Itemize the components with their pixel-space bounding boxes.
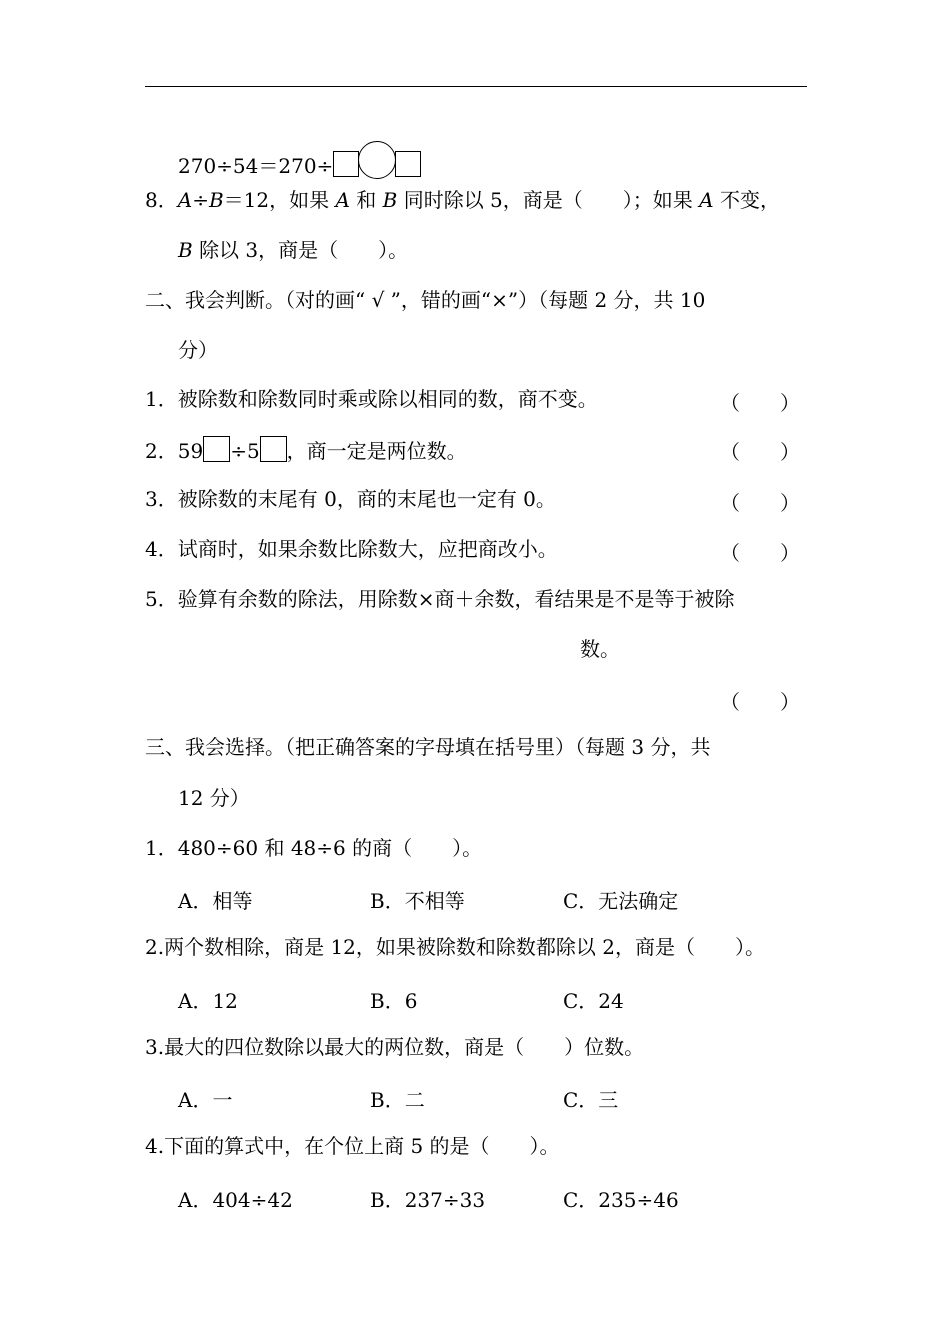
- choice-q1-option-a[interactable]: A．相等: [178, 889, 253, 913]
- choice-q4-stem: 4.下面的算式中，在个位上商 5 的是（ ）。: [145, 1134, 560, 1158]
- var-a: A: [699, 188, 714, 212]
- answer-paren[interactable]: （ ）: [720, 440, 800, 464]
- q8-text: ＝12，如果: [223, 188, 330, 212]
- choice-q1-stem: 1．480÷60 和 48÷6 的商（ ）。: [145, 836, 483, 860]
- section-2-heading-cont: 分）: [178, 338, 218, 362]
- choice-q4-option-c[interactable]: C．235÷46: [563, 1188, 679, 1212]
- header-rule: [145, 86, 807, 87]
- item-number: 2．: [145, 439, 178, 463]
- choice-q3-option-b[interactable]: B．二: [370, 1088, 425, 1112]
- section-3-heading-cont: 12 分）: [178, 786, 250, 810]
- choice-q2-stem: 2.两个数相除，商是 12，如果被除数和除数都除以 2，商是（ ）。: [145, 935, 765, 959]
- q7-expression: 270÷54＝270÷: [178, 154, 334, 178]
- judge-item-5: [145, 587, 735, 613]
- q8-text: 同时除以 5，商是（ ）；如果: [403, 188, 693, 212]
- item-number: 3．: [145, 487, 178, 511]
- var-b: B: [382, 188, 398, 212]
- q8-text: 不变，: [719, 188, 780, 212]
- digit-box[interactable]: [203, 436, 230, 462]
- q8-text: 除以 3，商是（ ）。: [199, 238, 409, 262]
- judge-item-5-cont: 数。: [580, 637, 620, 661]
- item-text: 被除数的末尾有 0，商的末尾也一定有 0。: [177, 487, 556, 511]
- choice-q4-option-b[interactable]: B．237÷33: [370, 1188, 486, 1212]
- answer-box[interactable]: [395, 151, 421, 177]
- q8-line1: [145, 188, 780, 214]
- q8-line2: [178, 238, 408, 264]
- var-b: B: [178, 238, 193, 262]
- item-text: ÷5: [230, 439, 260, 463]
- choice-q2-option-b[interactable]: B．6: [370, 989, 418, 1013]
- answer-paren[interactable]: （ ）: [720, 690, 800, 714]
- choice-q2-option-c[interactable]: C．24: [563, 989, 624, 1013]
- item-text: ，商一定是两位数。: [286, 439, 467, 463]
- choice-q4-option-a[interactable]: A．404÷42: [178, 1188, 293, 1212]
- item-number: 1．: [145, 387, 178, 411]
- judge-item-4: [145, 537, 558, 563]
- section-2-heading: 二、我会判断。（对的画“ √ ”，错的画“×”）（每题 2 分，共 10: [145, 288, 706, 312]
- item-number: 4．: [145, 537, 178, 561]
- item-text: 59: [177, 439, 204, 463]
- answer-paren[interactable]: （ ）: [720, 391, 800, 415]
- choice-q3-option-c[interactable]: C．三: [563, 1088, 619, 1112]
- q8-text: 和: [356, 188, 377, 212]
- item-text: 试商时，如果余数比除数大，应把商改小。: [177, 537, 558, 561]
- section-3-heading: 三、我会选择。（把正确答案的字母填在括号里）（每题 3 分，共: [145, 735, 711, 759]
- choice-q2-option-a[interactable]: A．12: [178, 989, 238, 1013]
- answer-paren[interactable]: （ ）: [720, 541, 800, 565]
- var-a: A: [177, 188, 193, 212]
- q7-continuation: [178, 141, 421, 178]
- judge-item-3: [145, 487, 556, 513]
- choice-q1-option-c[interactable]: C．无法确定: [563, 889, 679, 913]
- item-text: 验算有余数的除法，用除数×商＋余数，看结果是不是等于被除: [177, 587, 735, 611]
- q8-number: 8．: [145, 188, 178, 212]
- answer-paren[interactable]: （ ）: [720, 491, 800, 515]
- item-number: 5．: [145, 587, 178, 611]
- answer-box[interactable]: [333, 151, 359, 177]
- div-sign: ÷: [192, 188, 209, 212]
- choice-q3-stem: 3.最大的四位数除以最大的两位数，商是（ ）位数。: [145, 1035, 645, 1059]
- item-text: 被除数和除数同时乘或除以相同的数，商不变。: [177, 387, 598, 411]
- digit-box[interactable]: [260, 436, 287, 462]
- answer-circle[interactable]: [358, 141, 396, 179]
- judge-item-2: [145, 436, 467, 462]
- choice-q3-option-a[interactable]: A．一: [178, 1088, 233, 1112]
- judge-item-1: [145, 387, 598, 413]
- var-b: B: [208, 188, 224, 212]
- var-a: A: [335, 188, 350, 212]
- choice-q1-option-b[interactable]: B．不相等: [370, 889, 465, 913]
